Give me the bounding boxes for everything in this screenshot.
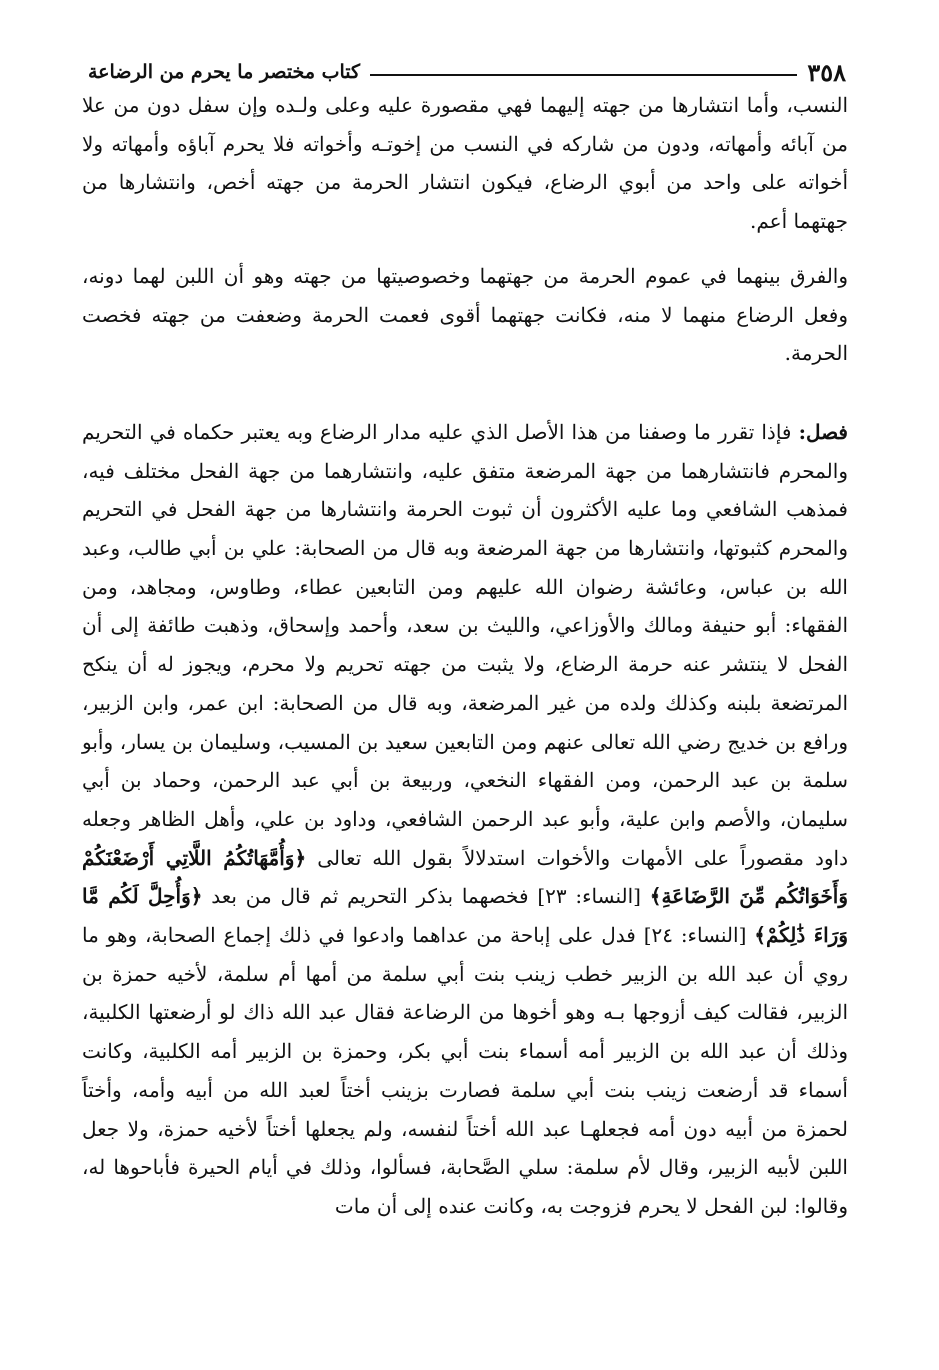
page-number: ٣٥٨ (807, 57, 846, 87)
paragraph-3-text-1: فإذا تقرر ما وصفنا من هذا الأصل الذي عليه مدار الرضاع وبه يعتبر حكماه في التحريم والمحرم فانتشارهما من جهة المرضعة متفق عليه، وانتشارهما من جهة الفحل مختلف فيه، فمذهب الشافعي وما عليه الأكثرون أن ثبوت الحرمة وانتشارها من جهة الفحل في التحريم والمحرم كثبوتها، وانتشارها من جهة المرضعة وبه قال من الصحابة: علي بن أبي طالب، وعبد الله بن عباس، وعائشة رضوان الله عليهم ومن التابعين عطاء، وطاوس، ومجاهد، ومن الفقهاء: أبو حنيفة ومالك والأوزاعي، والليث بن سعد، وأحمد وإسحاق، وذهبت طائفة إلى أن الفحل لا ينتشر عنه حرمة الرضاع، ولا يثبت من جهته تحريم ولا محرم، ويجوز له أن ينكح المرتضعة بلبنه وكذلك ولده من غير المرضعة، وبه قال من الصحابة: ابن عمر، وابن الزبير، ورافع بن خديج رضي الله تعالى عنهم ومن التابعين سعيد بن المسيب، وسليمان بن يسار، وأبو سلمة بن عبد الرحمن، ومن الفقهاء النخعي، وربيعة بن أبي عبد الرحمن، وحماد بن أبي سليمان، والأصم وابن علية، وأبو عبد الرحمن الشافعي، وداود بن علي، وأهل الظاهر وجعله داود مقصوراً على الأمهات والأخوات استدلالاً بقول الله تعالى (82, 419, 849, 870)
paragraph-2: والفرق بينهما في عموم الحرمة من جهتهما وخصوصيتها من جهته وهو أن اللبن لهما دونه، وفعل الرضاع منهما لا منه، فكانت جهتهما أقوى فعمت الحرمة وضعفت من جهته فخصت الحرمة. (82, 263, 848, 366)
page-body (82, 86, 848, 1226)
quran-verse-1: ﴿وَأُمَّهَاتُكُمُ اللَّاتِي أَرْضَعْنَكُمْ وَأَخَوَاتُكُم مِّنَ الرَّضَاعَةِ﴾ (82, 845, 849, 909)
paragraph-3-text-3: فدل على إباحة من عداهما وادعوا في ذلك إجماع الصحابة، وهو ما روي أن عبد الله بن الزبير خطب زينب بنت أبي سلمة من أمها أم سلمة، لأخيه حمزة بن الزبير، فقالت كيف أزوجها بـه وهو أخوها من الرضاعة فقال عبد الله ذاك لو أرضعتها الكلبية، وذلك أن عبد الله بن الزبير أمه أسماء بنت أبي بكر، وحمزة بن الزبير أمه الكلبية، وكانت أسماء قد أرضعت زينب بنت أبي سلمة فصارت بزينب أختاً لعبد الله من أبيه وأمه، وأختاً لحمزة من أبيه دون أمه فجعلهـا عبد الله أختاً لنفسه، ولم يجعلها أختاً لأخيه حمزة، ولا جعل اللبن لأبيه الزبير، وقال لأم سلمة: سلي الصَّحابة، فسألوا، وذلك في أيام الحيرة فأباحوها له، وقالوا: لبن الفحل لا يحرم فزوجت به، وكانت عنده إلى أن مات (82, 923, 848, 1218)
paragraph-1: النسب، وأما انتشارها من جهته إليهما فهي مقصورة عليه وعلى ولـده وإن سفل دون من علا من آبائه وأمهاته، ودون من شاركه في النسب من إخوتـه وأخواته فلا يحرم آباؤه وأمهاته ولا أخواته على واحد من أبوي الرضاع، فيكون انتشار الحرمة من جهته أخص، وانتشارها من جهتهما أعم. (82, 93, 848, 234)
section-heading: فصل: (798, 419, 848, 444)
verse-reference-1: [النساء: ٢٣] (537, 884, 641, 909)
paragraph-3-text-2: فخصهما بذكر التحريم ثم قال من بعد (211, 884, 529, 909)
quran-verse-2: ﴿وَأُحِلَّ لَكُم مَّا وَرَاءَ ذَٰلِكُمْ﴾ (82, 884, 848, 948)
page-header (88, 55, 846, 89)
paragraph-fasl (82, 413, 848, 1226)
header-rule (370, 74, 797, 76)
verse-reference-2: [النساء: ٢٤] (643, 923, 747, 948)
running-title: كتاب مختصر ما يحرم من الرضاعة (88, 61, 361, 83)
